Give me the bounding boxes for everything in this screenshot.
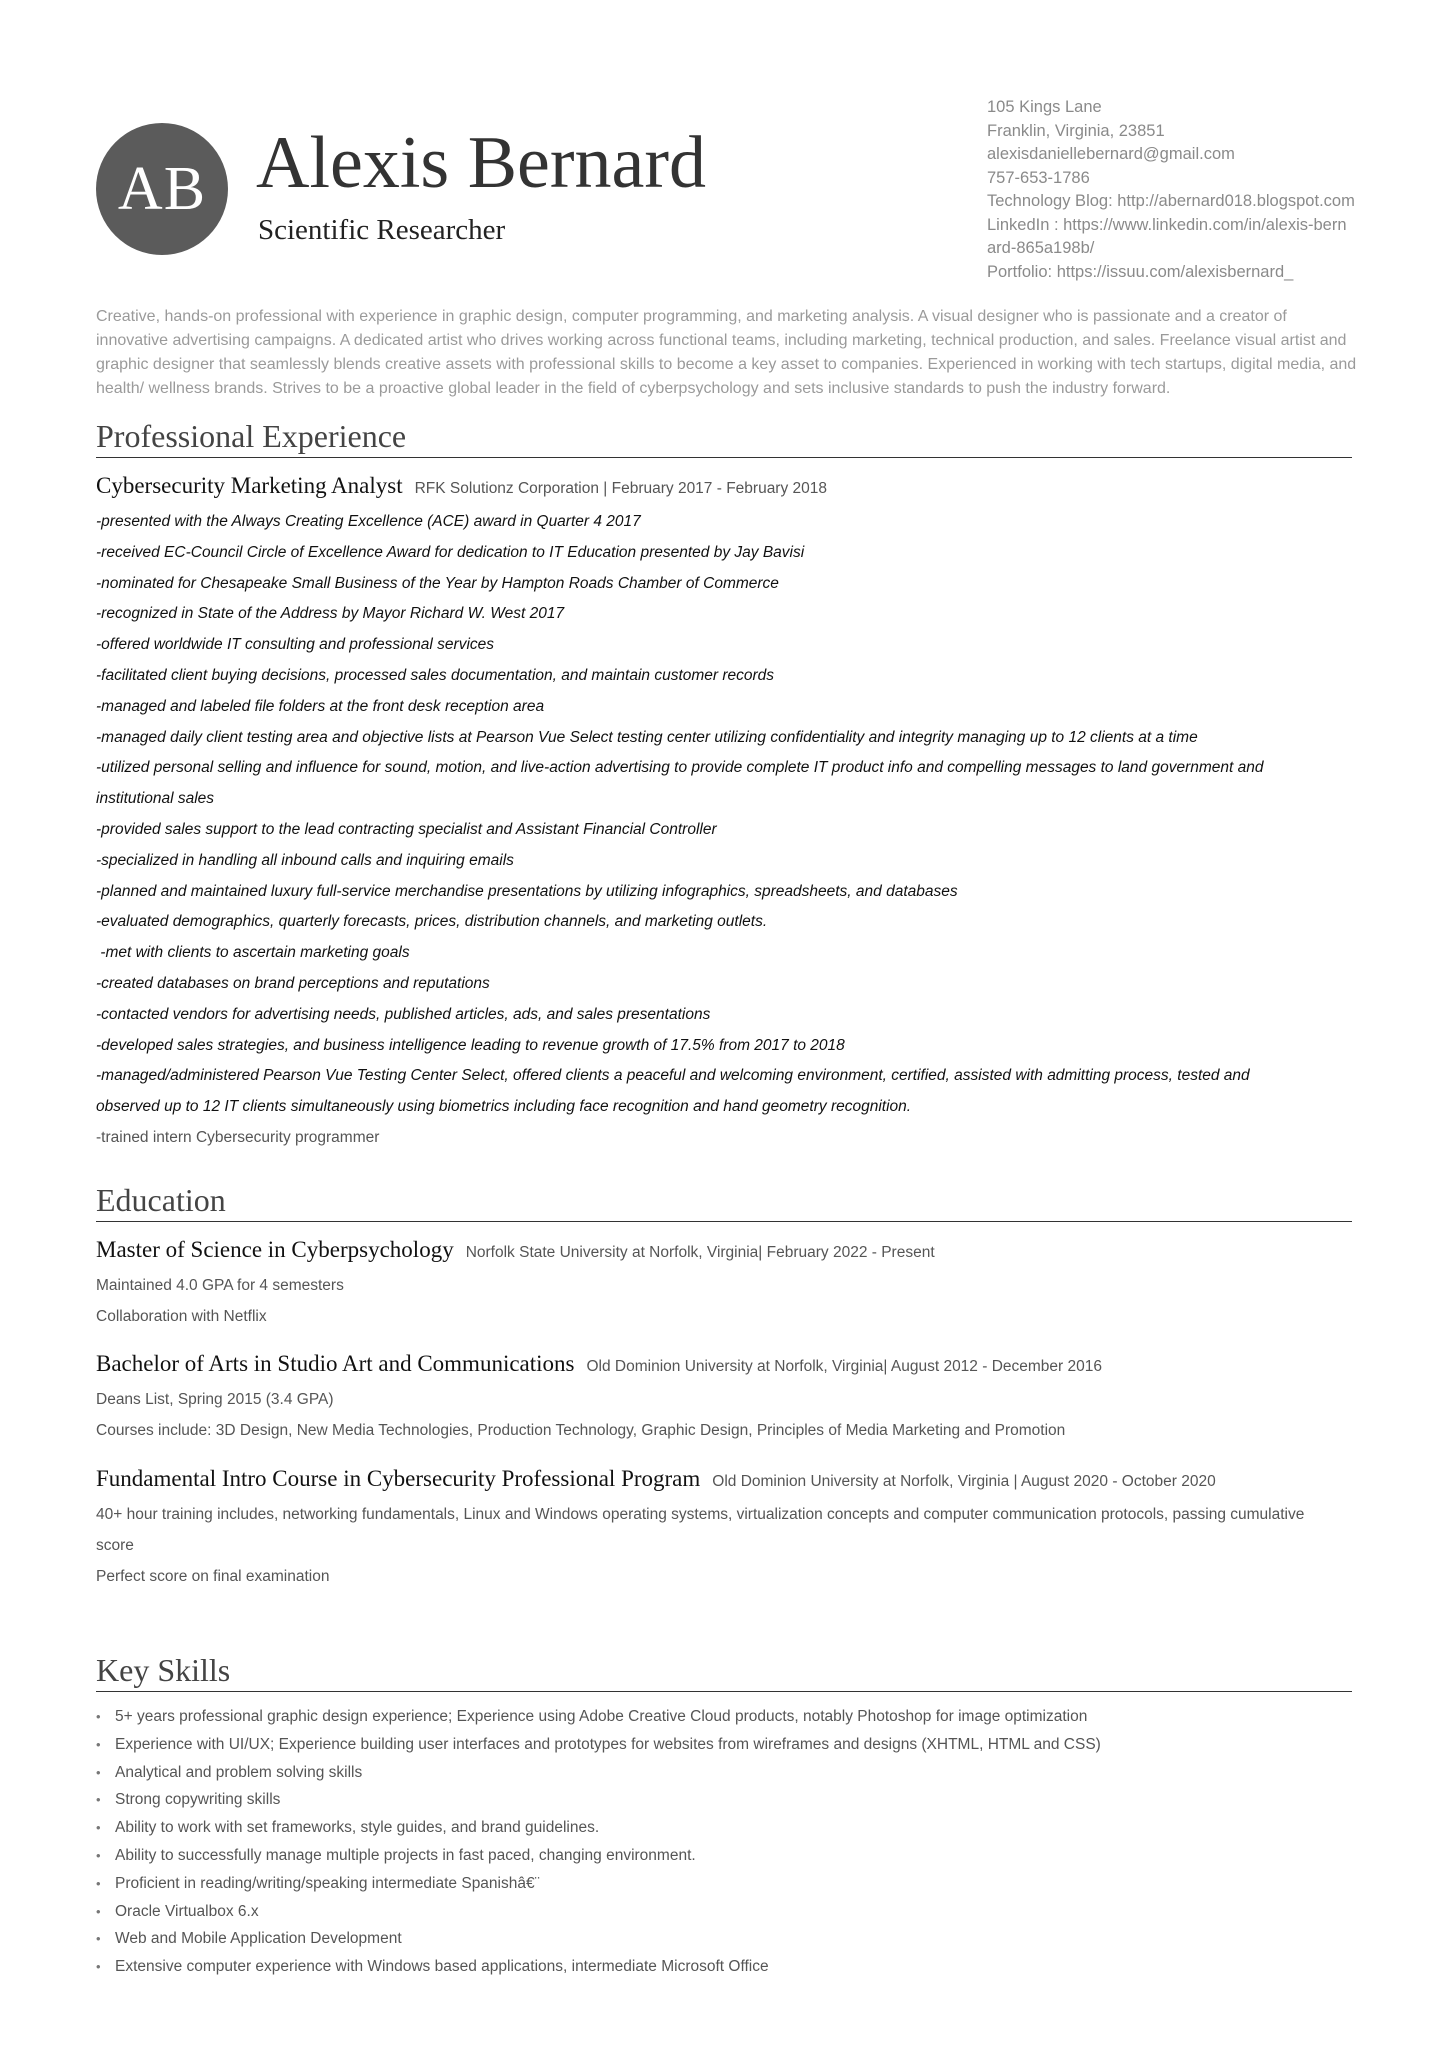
experience-line: -offered worldwide IT consulting and professional services: [96, 636, 495, 654]
avatar-initials: AB: [117, 154, 207, 223]
degree-title: Master of Science in Cyberpsychology: [96, 1237, 454, 1262]
job-title: Cybersecurity Marketing Analyst: [96, 473, 403, 498]
experience-line: -specialized in handling all inbound calls and inquiring emails: [96, 851, 514, 869]
education-line: Courses include: 3D Design, New Media Technologies, Production Technology, Graphic Design, Principles of Media Marketing and Promotion: [96, 1421, 1066, 1439]
skill-item: • Ability to work with set frameworks, style guides, and brand guidelines.: [96, 1814, 1358, 1842]
skill-item: • Analytical and problem solving skills: [96, 1759, 1358, 1787]
experience-line-plain: -trained intern Cybersecurity programmer: [96, 1129, 380, 1146]
experience-entry-head: [96, 473, 827, 499]
contact-block: [987, 96, 1359, 284]
experience-line: -utilized personal selling and influence for sound, motion, and live-action advertising to provide complete IT product info and compelling messages to land government and: [96, 759, 1264, 777]
education-entry-head: [96, 1237, 935, 1263]
job-meta: RFK Solutionz Corporation | February 2017 - February 2018: [414, 480, 828, 497]
section-title-experience: Professional Experience: [96, 417, 1352, 458]
education-line: Perfect score on final examination: [96, 1567, 330, 1585]
skill-item: • 5+ years professional graphic design experience; Experience using Adobe Creative Cloud products, notably Photoshop for image optimization: [96, 1703, 1358, 1731]
experience-line: -presented with the Always Creating Excellence (ACE) award in Quarter 4 2017: [96, 513, 641, 530]
summary-text: Creative, hands-on professional with experience in graphic design, computer programming, and marketing analysis. A visual designer who is passionate and a creator of innovative advertising campaigns. A dedicated artist who drives working across functional teams, including marketing, technical production, and sales. Freelance visual artist and graphic designer that seamlessly blends creative assets with professional skills to become a key asset to companies. Experienced in working with tech startups, digital media, and health/ wellness brands. Strives to be a proactive global leader in the field of cyberpsychology and sets inclusive standards to push the industry forward.: [96, 308, 1357, 397]
education-lines: [96, 1385, 1358, 1447]
contact-phone: 757-653-1786: [987, 168, 1090, 187]
education-line: score: [96, 1536, 134, 1554]
experience-line: -managed and labeled file folders at the front desk reception area: [96, 697, 545, 715]
skill-item: • Web and Mobile Application Development: [96, 1925, 1358, 1953]
education-line: Deans List, Spring 2015 (3.4 GPA): [96, 1391, 334, 1408]
experience-last-line-wrap: [96, 1123, 1358, 1154]
skills-list: [96, 1703, 1358, 1981]
contact-linkedin-cont[interactable]: ard-865a198b/: [987, 239, 1095, 257]
candidate-name: Alexis Bernard: [256, 122, 707, 204]
contact-linkedin[interactable]: LinkedIn : https://www.linkedin.com/in/alexis-bern: [987, 215, 1347, 234]
experience-line: -recognized in State of the Address by Mayor Richard W. West 2017: [96, 605, 565, 623]
experience-line: observed up to 12 IT clients simultaneously using biometrics including face recognition and hand geometry recognition.: [96, 1098, 912, 1116]
experience-line: -met with clients to ascertain marketing goals: [96, 944, 410, 962]
section-title-education: Education: [96, 1181, 1352, 1222]
experience-line: -contacted vendors for advertising needs, published articles, ads, and sales presentations: [96, 1005, 711, 1023]
contact-email[interactable]: alexisdaniellebernard@gmail.com: [987, 145, 1235, 163]
section-title-skills: Key Skills: [96, 1651, 1352, 1692]
education-entry-head: [96, 1466, 1216, 1492]
degree-meta: Old Dominion University at Norfolk, Virginia | August 2020 - October 2020: [712, 1473, 1216, 1490]
experience-line: -managed/administered Pearson Vue Testing Center Select, offered clients a peaceful and welcoming environment, certified, assisted with admitting process, tested and: [96, 1067, 1250, 1085]
contact-blog[interactable]: Technology Blog: http://abernard018.blogspot.com: [987, 192, 1355, 210]
experience-line: -facilitated client buying decisions, processed sales documentation, and maintain customer records: [96, 666, 775, 684]
education-lines: [96, 1500, 1358, 1592]
experience-line: -planned and maintained luxury full-service merchandise presentations by utilizing infographics, spreadsheets, and databases: [96, 882, 958, 900]
experience-line: -nominated for Chesapeake Small Business of the Year by Hampton Roads Chamber of Commerce: [96, 574, 779, 592]
skill-item: • Proficient in reading/writing/speaking intermediate Spanishâ€¨: [96, 1870, 1358, 1898]
skill-item: • Experience with UI/UX; Experience building user interfaces and prototypes for websites from wireframes and designs (XHTML, HTML and CSS): [96, 1731, 1358, 1759]
education-line: 40+ hour training includes, networking fundamentals, Linux and Windows operating systems, virtualization concepts and computer communication protocols, passing cumulative: [96, 1506, 1305, 1523]
contact-portfolio[interactable]: Portfolio: https://issuu.com/alexisbernard_: [987, 262, 1294, 281]
skill-item: • Strong copywriting skills: [96, 1786, 1358, 1814]
experience-line: -created databases on brand perceptions and reputations: [96, 974, 490, 992]
experience-line: -developed sales strategies, and business intelligence leading to revenue growth of 17.5% from 2017 to 2018: [96, 1036, 845, 1054]
avatar: [96, 123, 228, 255]
degree-title: Fundamental Intro Course in Cybersecurity Professional Program: [96, 1466, 701, 1491]
education-entry-head: [96, 1351, 1102, 1377]
contact-city: Franklin, Virginia, 23851: [987, 121, 1165, 140]
experience-line: -managed daily client testing area and objective lists at Pearson Vue Select testing center utilizing confidentiality and integrity managing up to 12 clients at a time: [96, 728, 1198, 746]
degree-meta: Norfolk State University at Norfolk, Virginia| February 2022 - Present: [465, 1244, 935, 1261]
experience-line: -received EC-Council Circle of Excellence Award for dedication to IT Education presented by Jay Bavisi: [96, 543, 805, 561]
degree-meta: Old Dominion University at Norfolk, Virginia| August 2012 - December 2016: [586, 1358, 1102, 1375]
education-lines: [96, 1271, 1358, 1333]
education-line: Maintained 4.0 GPA for 4 semesters: [96, 1277, 344, 1294]
experience-line: institutional sales: [96, 790, 215, 808]
contact-address: 105 Kings Lane: [987, 98, 1102, 116]
degree-title: Bachelor of Arts in Studio Art and Communications: [96, 1351, 575, 1376]
skill-item: • Extensive computer experience with Windows based applications, intermediate Microsoft Office: [96, 1953, 1358, 1981]
experience-line: -provided sales support to the lead contracting specialist and Assistant Financial Controller: [96, 820, 717, 838]
skill-item: • Oracle Virtualbox 6.x: [96, 1898, 1358, 1926]
skill-item: • Ability to successfully manage multiple projects in fast paced, changing environment.: [96, 1842, 1358, 1870]
experience-lines: [96, 507, 1358, 1123]
education-line: Collaboration with Netflix: [96, 1307, 267, 1325]
candidate-role: Scientific Researcher: [258, 214, 506, 246]
experience-line: -evaluated demographics, quarterly forecasts, prices, distribution channels, and marketing outlets.: [96, 913, 768, 931]
